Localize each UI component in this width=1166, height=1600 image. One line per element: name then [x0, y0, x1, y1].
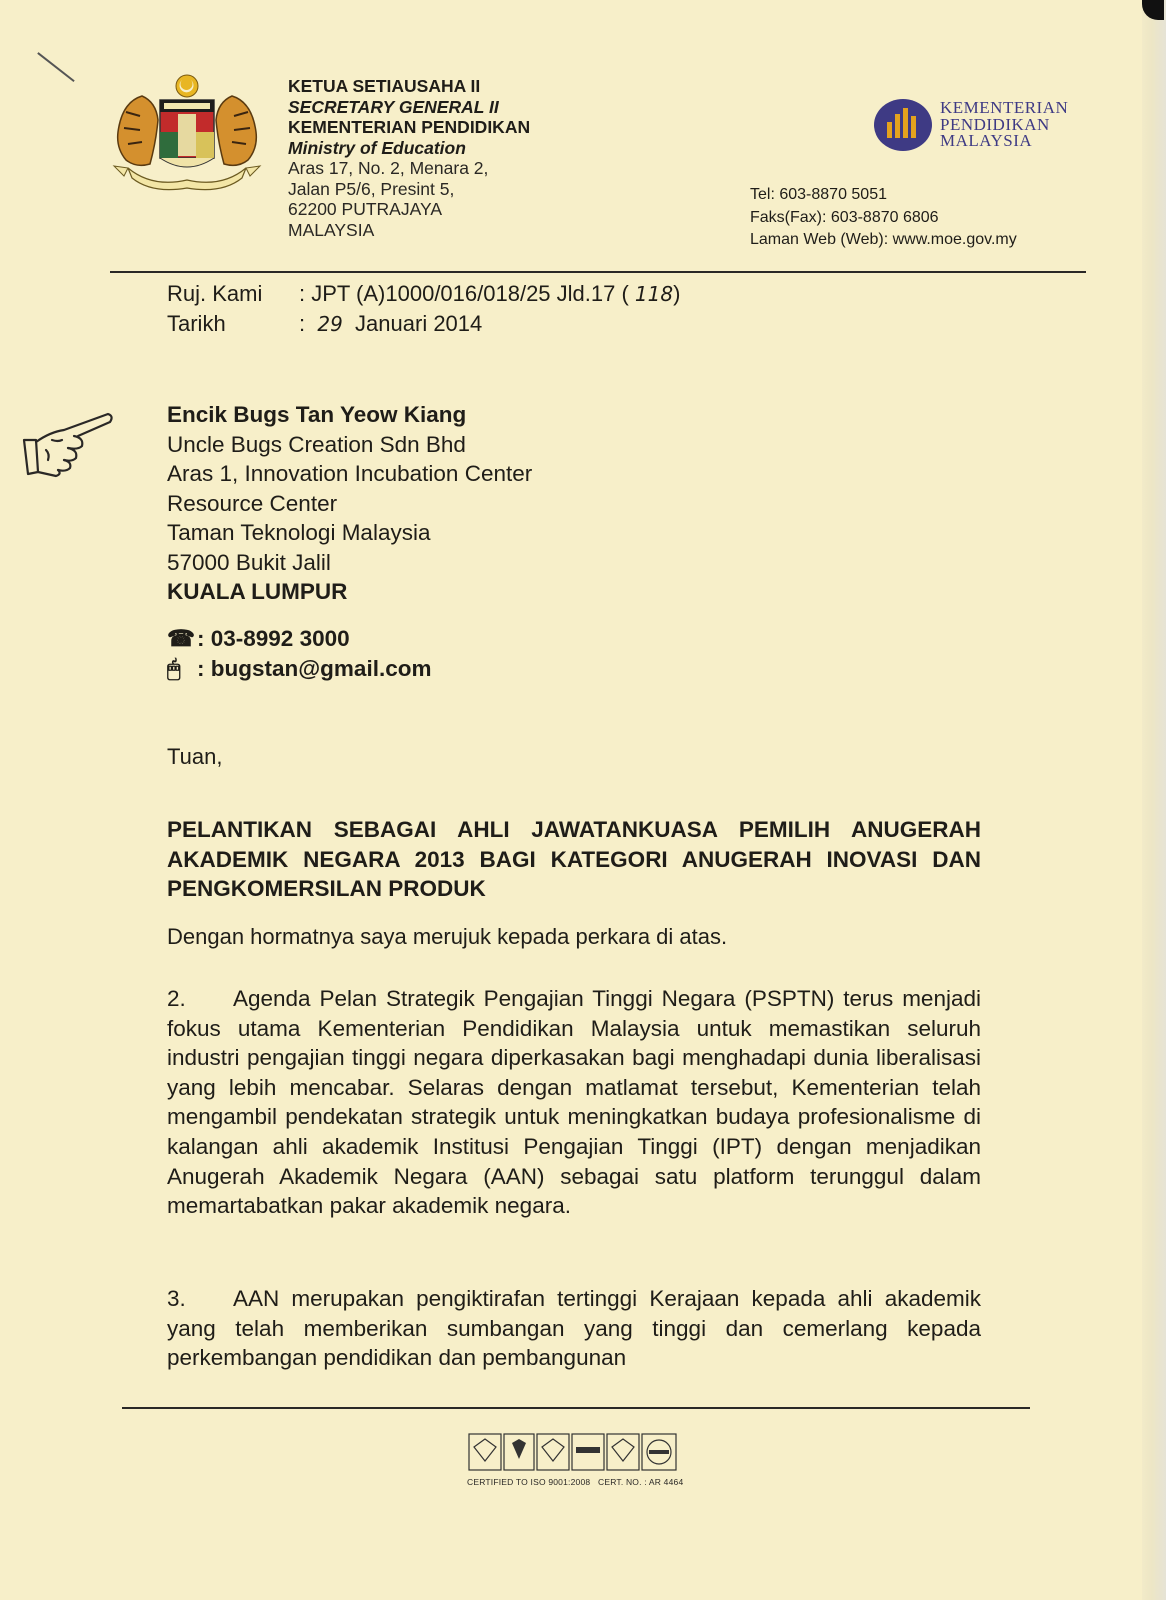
ministry-name-english: Ministry of Education: [288, 137, 466, 158]
sender-address-line: 62200 PUTRAJAYA: [288, 199, 443, 219]
sender-header: [288, 76, 530, 240]
date-line: [167, 311, 482, 337]
sender-contact: [750, 184, 1017, 252]
date-value: Januari 2014: [355, 311, 483, 336]
iso-certification: CERTIFIED TO ISO 9001:2008: [467, 1477, 591, 1487]
recipient-address-line: 57000 Bukit Jalil: [167, 549, 331, 575]
sender-title: KETUA SETIAUSAHA II: [288, 76, 481, 96]
recipient-address-line: Resource Center: [167, 490, 338, 516]
sender-address-line: Jalan P5/6, Presint 5,: [288, 178, 455, 199]
paragraph: [167, 1284, 981, 1373]
recipient-phone: : 03-8992 3000: [197, 626, 350, 651]
pen-mark: [38, 52, 75, 82]
reference-close: ): [673, 281, 681, 306]
reference-label: Ruj. Kami: [167, 281, 263, 306]
sender-address-line: MALAYSIA: [288, 219, 375, 240]
logo-text-line: PENDIDIKAN: [940, 114, 1050, 134]
footer-divider: [122, 1407, 1030, 1409]
recipient-email: : bugstan@gmail.com: [197, 656, 432, 681]
date-label: Tarikh: [167, 311, 226, 336]
salutation: Tuan,: [167, 744, 223, 769]
recipient-address-line: Aras 1, Innovation Incubation Center: [167, 461, 533, 486]
sender-tel: Tel: 603-8870 5051: [750, 186, 887, 203]
recipient-email-line: [167, 656, 431, 682]
paragraph-text: Agenda Pelan Strategik Pengajian Tinggi Negara (PSPTN) terus menjadi fokus utama Kementerian Pendidikan Malaysia untuk memastikan seluruh industri pengajian tinggi negara diperkasakan bagi menghadapi dunia liberalisasi yang lebih mencabar. Selaras dengan matlamat tersebut, Kementerian telah mengambil pendekatan strategik untuk meningkatkan budaya profesionalisme di kalangan ahli akademik Institusi Pengajian Tinggi (IPT) dengan menjadikan Anugerah Akademik Negara (AAN) sebagai satu platform terunggul dalam memartabatkan pakar akademik negara.: [167, 986, 981, 1219]
date-handwritten: 29: [317, 312, 343, 336]
ministry-name: KEMENTERIAN PENDIDIKAN: [288, 117, 531, 137]
sender-fax: Faks(Fax): 603-8870 6806: [750, 208, 939, 226]
mouse-icon: 🖱: [167, 656, 181, 681]
recipient-name: Encik Bugs Tan Yeow Kiang: [167, 402, 467, 427]
recipient-city: KUALA LUMPUR: [167, 579, 348, 604]
sender-title-english: SECRETARY GENERAL II: [288, 96, 499, 117]
logo-text-line: MALAYSIA: [940, 131, 1033, 150]
paragraph-number: 3.: [167, 1286, 186, 1311]
pointing-hand-icon: [18, 410, 114, 488]
paragraph: [167, 984, 981, 1221]
telephone-icon: ☎: [167, 626, 196, 651]
header-divider: [110, 271, 1086, 273]
opening-sentence: Dengan hormatnya saya merujuk kepada perkara di atas.: [167, 924, 728, 949]
paragraph-number: 2.: [167, 986, 186, 1011]
recipient-address-line: Uncle Bugs Creation Sdn Bhd: [167, 431, 466, 457]
coat-of-arms-icon: [112, 72, 262, 192]
reference-handwritten: 118: [634, 282, 674, 306]
page-edge: [1142, 0, 1166, 1600]
letter-subject: PELANTIKAN SEBAGAI AHLI JAWATANKUASA PEMILIH ANUGERAH AKADEMIK NEGARA 2013 BAGI KATEGORI ANUGERAH INOVASI DAN PENGKOMERSILAN PRODUK: [167, 817, 981, 901]
sender-web: Laman Web (Web): www.moe.gov.my: [750, 231, 1017, 248]
certification-logos-icon: [468, 1433, 686, 1473]
date-colon: :: [299, 311, 306, 336]
sender-address-line: Aras 17, No. 2, Menara 2,: [288, 158, 489, 178]
ministry-logo-icon: [873, 98, 933, 152]
recipient-address: [167, 400, 532, 607]
certification-text: [467, 1477, 683, 1487]
reference-value: : JPT (A)1000/016/018/25 Jld.17 (: [299, 281, 629, 306]
ministry-logo-text: [940, 100, 1068, 150]
recipient-phone-line: [167, 626, 350, 652]
certificate-number: CERT. NO. : AR 4464: [598, 1477, 684, 1487]
paragraph-text: AAN merupakan pengiktirafan tertinggi Kerajaan kepada ahli akademik yang telah memberikan sumbangan yang tinggi dan cemerlang kepada perkembangan pendidikan dan pembangunan: [167, 1286, 981, 1371]
recipient-address-line: Taman Teknologi Malaysia: [167, 520, 431, 545]
reference-line: [167, 281, 680, 307]
logo-text-line: KEMENTERIAN: [940, 98, 1069, 117]
